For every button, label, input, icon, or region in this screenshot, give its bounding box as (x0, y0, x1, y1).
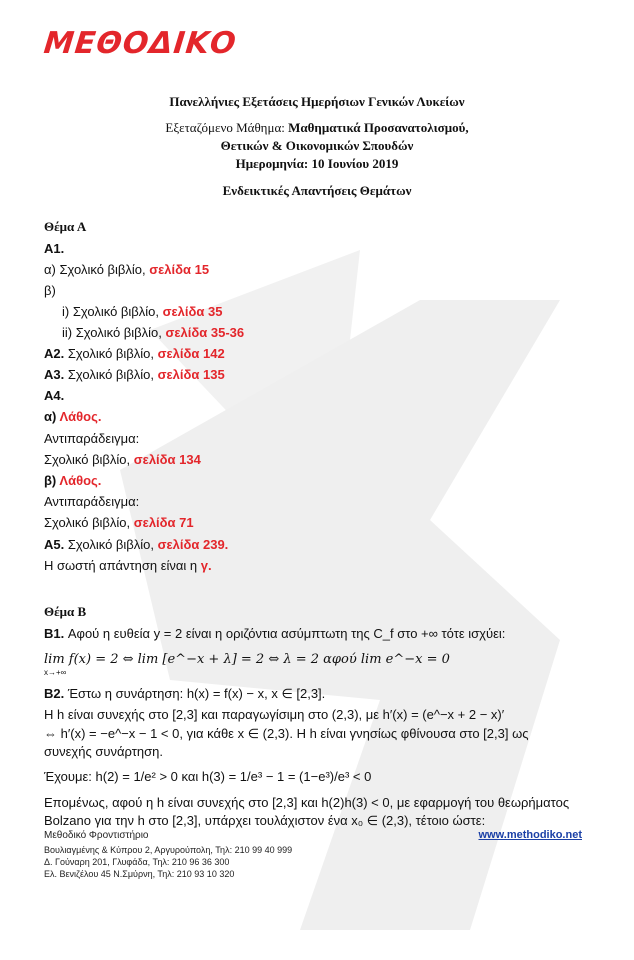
b1-line: Β1. Αφού η ευθεία y = 2 είναι η οριζόντια ασύμπτωτη της C_f στο +∞ τότε ισχύει: (44, 626, 506, 641)
footer-address-1: Βουλιαγμένης & Κύπρου 2, Αργυρούπολη, Τηλ: 210 99 40 999 (44, 845, 293, 855)
b2-line: Β2. Έστω η συνάρτηση: h(x) = f(x) − x, x ∈ [2,3]. (44, 686, 326, 701)
a3-line: Α3. Σχολικό βιβλίο, σελίδα 135 (44, 367, 225, 382)
a4b-counterexample: Αντιπαράδειγμα: (44, 494, 140, 509)
a1a-line: α) Σχολικό βιβλίο, σελίδα 15 (44, 262, 210, 277)
exam-date: Ημερομηνία: 10 Ιουνίου 2019 (235, 156, 399, 171)
exam-title: Πανελλήνιες Εξετάσεις Ημερήσιων Γενικών Λυκείων (169, 94, 465, 109)
a4a-counterexample: Αντιπαράδειγμα: (44, 431, 140, 446)
a1b-label: β) (44, 283, 56, 298)
correct-answer-line: Η σωστή απάντηση είναι η γ. (44, 558, 212, 573)
answers-title: Ενδεικτικές Απαντήσεις Θεμάτων (222, 183, 412, 198)
a4a-line: α) Λάθος. (44, 409, 102, 424)
a5-line: Α5. Σχολικό βιβλίο, σελίδα 239. (44, 537, 229, 552)
subject-line-2: Θετικών & Οικονομικών Σπουδών (220, 138, 414, 153)
thema-b-heading: Θέμα Β (44, 604, 87, 619)
a4a-ref: Σχολικό βιβλίο, σελίδα 134 (44, 452, 201, 467)
a1bi-line: i) Σχολικό βιβλίο, σελίδα 35 (62, 304, 223, 319)
footer-address-3: Ελ. Βενιζέλου 45 Ν.Σμύρνη, Τηλ: 210 93 10 320 (44, 869, 235, 879)
a4b-ref: Σχολικό βιβλίο, σελίδα 71 (44, 515, 194, 530)
b2-line-3: ⇔ h′(x) = −e^−x − 1 < 0, για κάθε x ∈ (2,3). Η h είναι γνησίως φθίνουσα στο [2,3] ως (44, 726, 529, 741)
website-link[interactable]: www.methodiko.net (478, 829, 582, 841)
thema-a-heading: Θέμα Α (44, 219, 87, 234)
b1-limit-subscript: x→+∞ (44, 668, 67, 677)
b2-line-5: Έχουμε: h(2) = 1/e² > 0 και h(3) = 1/e³ − 1 = (1−e³)/e³ < 0 (44, 769, 372, 784)
methodiko-logo: ΜΕΘΟΔΙΚΟ (42, 26, 239, 61)
b2-line-2: Η h είναι συνεχής στο [2,3] και παραγωγίσιμη στο (2,3), με h′(x) = (e^−x + 2 − x)′ (44, 707, 505, 722)
a1bii-line: ii) Σχολικό βιβλίο, σελίδα 35-36 (62, 325, 245, 340)
b1-equation: lim f(x) = 2 ⇔ lim [e^−x + λ] = 2 ⇔ λ = 2 αφού lim e^−x = 0 (44, 652, 450, 667)
a2-line: Α2. Σχολικό βιβλίο, σελίδα 142 (44, 346, 225, 361)
b2-line-7: Bolzano για την h στο [2,3], υπάρχει τουλάχιστον ένα x₀ ∈ (2,3), τέτοιο ώστε: (44, 813, 486, 828)
b2-line-4: συνεχής συνάρτηση. (44, 744, 163, 759)
a4b-line: β) Λάθος. (44, 473, 102, 488)
a4-label: Α4. (44, 388, 65, 403)
footer-org: Μεθοδικό Φροντιστήριο (44, 830, 149, 841)
subject-line: Εξεταζόμενο Μάθημα: Μαθηματικά Προσανατολισμού, (165, 120, 469, 135)
footer-address-2: Δ. Γούναρη 201, Γλυφάδα, Τηλ: 210 96 36 300 (44, 857, 230, 867)
a1-label: Α1. (44, 241, 65, 256)
b2-line-6: Επομένως, αφού η h είναι συνεχής στο [2,3] και h(2)h(3) < 0, με εφαρμογή του θεωρήματος (44, 795, 570, 810)
